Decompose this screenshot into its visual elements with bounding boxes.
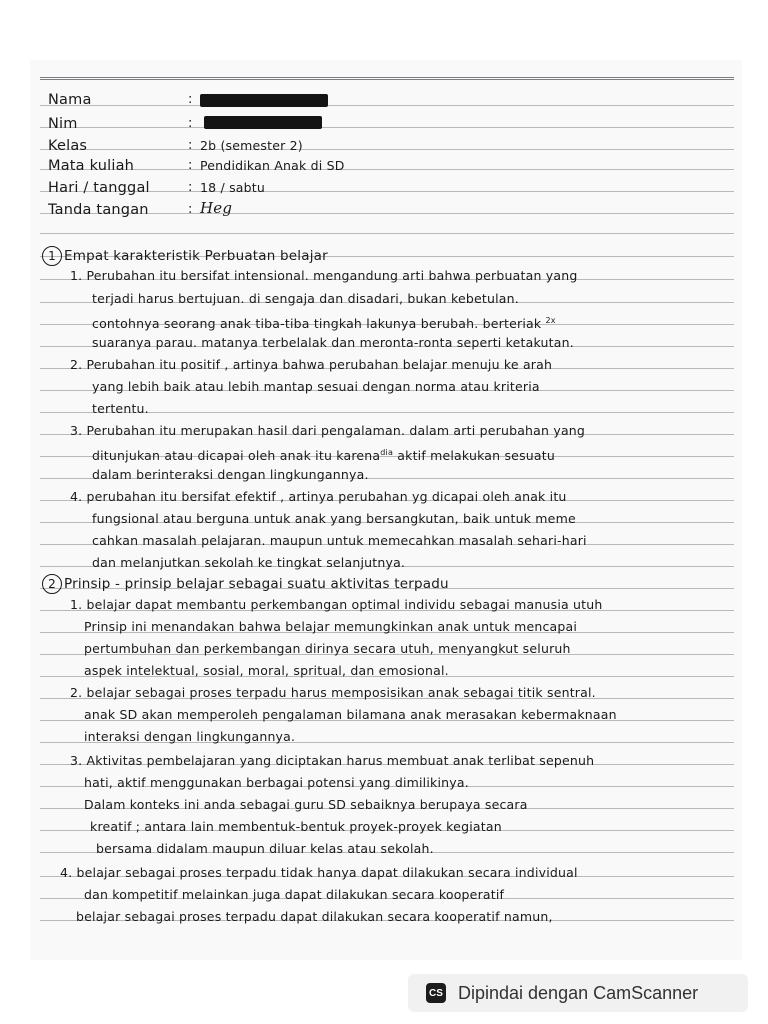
s1-line: cahkan masalah pelajaran. maupun untuk memecahkan masalah sehari-hari (92, 533, 587, 548)
s1-line: fungsional atau berguna untuk anak yang bersangkutan, baik untuk meme (92, 511, 576, 526)
section-1-heading (42, 246, 328, 266)
s2-line: 3. Aktivitas pembelajaran yang diciptakan harus membuat anak terlibat sepenuh (70, 753, 595, 768)
nama-redaction (200, 92, 328, 108)
nama-colon: : (188, 92, 193, 107)
matkul-value: Pendidikan Anak di SD (200, 158, 345, 173)
ttd-colon: : (188, 202, 193, 217)
s2-line: anak SD akan memperoleh pengalaman bilamana anak merasakan kebermaknaan (84, 707, 617, 722)
header-top-rule (40, 77, 734, 80)
s2-line: kreatif ; antara lain membentuk-bentuk proyek-proyek kegiatan (90, 819, 502, 834)
s1-line: ditunjukan atau dicapai oleh anak itu karena$^{dia}$ aktif melakukan sesuatu (92, 448, 555, 464)
s1-superscript: dia (380, 448, 394, 457)
s2-line: 2. belajar sebagai proses terpadu harus memposisikan anak sebagai titik sentral. (70, 685, 596, 700)
s1-line: 2. Perubahan itu positif , artinya bahwa perubahan belajar menuju ke arah (70, 357, 553, 372)
nim-colon: : (188, 116, 193, 131)
s2-line: bersama didalam maupun diluar kelas atau sekolah. (96, 841, 434, 856)
kelas-value: 2b (semester 2) (200, 138, 303, 153)
section-1-number: 1 (42, 246, 62, 266)
s2-line: 1. belajar dapat membantu perkembangan optimal individu sebagai manusia utuh (70, 597, 603, 612)
ttd-label: Tanda tangan (48, 202, 149, 218)
section-1-title: Empat karakteristik Perbuatan belajar (64, 248, 328, 264)
s2-line: interaksi dengan lingkungannya. (84, 729, 296, 744)
camscanner-logo-icon: CS (426, 983, 446, 1003)
kelas-label: Kelas (48, 138, 88, 154)
s1-line: suaranya parau. matanya terbelalak dan meronta-ronta seperti ketakutan. (92, 335, 574, 350)
ruled-line (40, 127, 734, 128)
s1-line: 3. Perubahan itu merupakan hasil dari pengalaman. dalam arti perubahan yang (70, 423, 586, 438)
s2-line: Prinsip ini menandakan bahwa belajar memungkinkan anak untuk mencapai (84, 619, 578, 634)
section-2-number: 2 (42, 574, 62, 594)
camscanner-text: Dipindai dengan CamScanner (458, 982, 699, 1003)
s2-line: 4. belajar sebagai proses terpadu tidak hanya dapat dilakukan secara individual (60, 865, 578, 880)
ruled-line (40, 169, 734, 170)
section-2-title: Prinsip - prinsip belajar sebagai suatu aktivitas terpadu (64, 576, 449, 592)
s2-line: dan kompetitif melainkan juga dapat dilakukan secara kooperatif (84, 887, 505, 902)
camscanner-watermark (408, 974, 748, 1012)
matkul-colon: : (188, 158, 193, 173)
s1-line: contohnya seorang anak tiba-tiba tingkah lakunya berubah. berteriak $^{2x}$ (92, 316, 556, 332)
ruled-line (40, 149, 734, 150)
s2-line: belajar sebagai proses terpadu dapat dilakukan secara kooperatif namun, (76, 909, 553, 924)
ruled-line (40, 233, 734, 234)
kelas-colon: : (188, 138, 193, 153)
hari-colon: : (188, 180, 193, 195)
s1-line: tertentu. (92, 401, 149, 416)
s1-superscript: 2x (545, 316, 556, 325)
signature: Heg (200, 199, 233, 217)
s1-line: dalam berinteraksi dengan lingkungannya. (92, 467, 369, 482)
nim-redaction (204, 114, 322, 130)
nama-label: Nama (48, 92, 92, 108)
s2-line: aspek intelektual, sosial, moral, spritual, dan emosional. (84, 663, 449, 678)
s2-line: Dalam konteks ini anda sebagai guru SD sebaiknya berupaya secara (84, 797, 528, 812)
s2-line: pertumbuhan dan perkembangan dirinya secara utuh, menyangkut seluruh (84, 641, 571, 656)
hari-value: 18 / sabtu (200, 180, 265, 195)
s2-line: hati, aktif menggunakan berbagai potensi yang dimilikinya. (84, 775, 469, 790)
s1-line: 4. perubahan itu bersifat efektif , artinya perubahan yg dicapai oleh anak itu (70, 489, 567, 504)
s1-line: terjadi harus bertujuan. di sengaja dan disadari, bukan kebetulan. (92, 291, 519, 306)
s1-line: yang lebih baik atau lebih mantap sesuai dengan norma atau kriteria (92, 379, 540, 394)
nim-label: Nim (48, 116, 78, 132)
s1-line: dan melanjutkan sekolah ke tingkat selanjutnya. (92, 555, 406, 570)
matkul-label: Mata kuliah (48, 158, 135, 174)
section-2-heading (42, 574, 449, 594)
hari-label: Hari / tanggal (48, 180, 150, 196)
s1-line: 1. Perubahan itu bersifat intensional. mengandung arti bahwa perbuatan yang (70, 268, 578, 283)
ruled-line (40, 105, 734, 106)
